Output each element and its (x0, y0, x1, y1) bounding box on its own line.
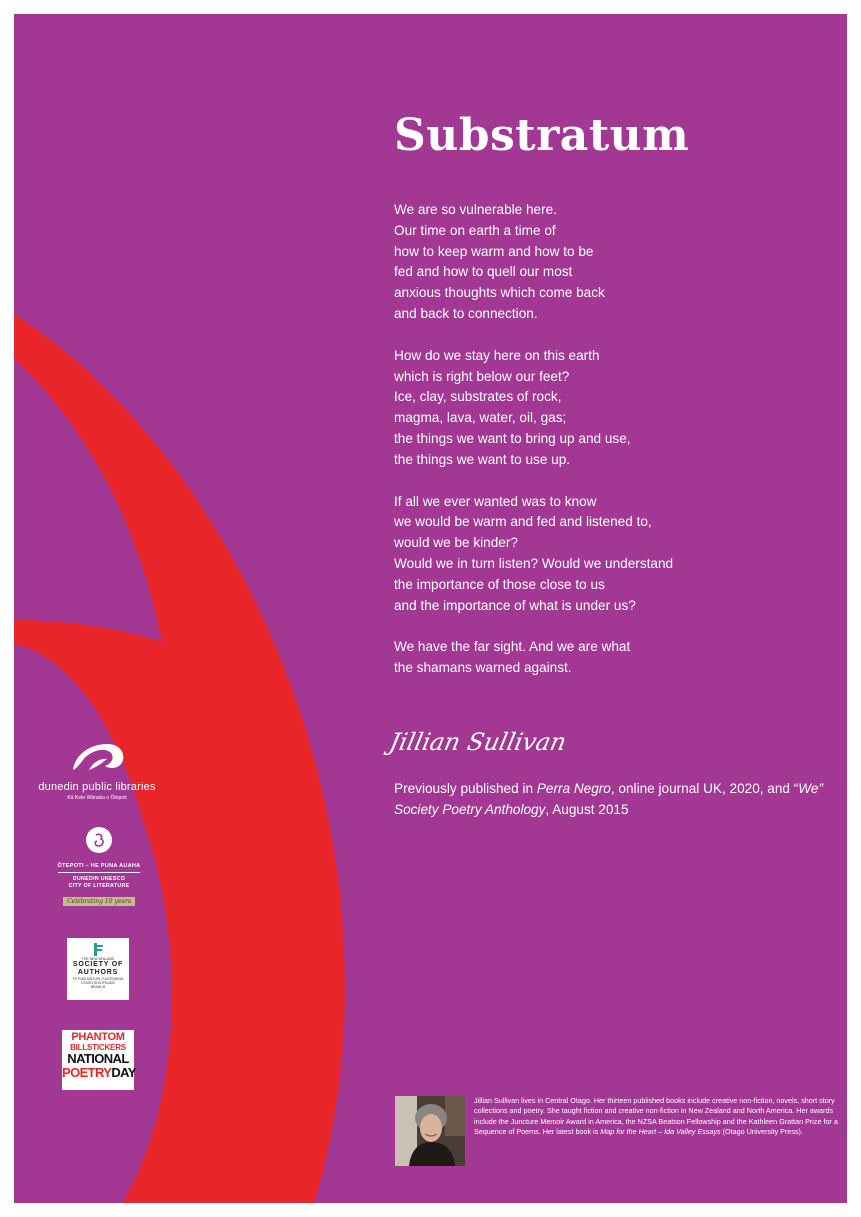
npd-national: NATIONAL (67, 1051, 129, 1066)
poem-line: how to keep warm and how to be (394, 243, 594, 259)
author-photo (395, 1096, 465, 1166)
poem-line: We are so vulnerable here. (394, 202, 557, 217)
publication-prefix: Previously published in (394, 781, 537, 796)
poem-line: we would be warm and fed and listened to, (394, 514, 652, 530)
libraries-swirl-icon (67, 740, 127, 774)
poem-line: would we be kinder? (394, 535, 518, 551)
city-divider (58, 872, 140, 873)
society-of-authors-logo (67, 938, 129, 1000)
dunedin-public-libraries-logo (34, 740, 160, 801)
poem-line: How do we stay here on this earth (394, 347, 600, 363)
poem-line: magma, lava, water, oil, gas; (394, 410, 567, 426)
soa-line-2: AUTHORS (77, 969, 119, 976)
npd-billstickers: BILLSTICKERS (70, 1043, 126, 1052)
poem-line: Would we in turn listen? Would we understand (394, 555, 674, 571)
anthology-name: We” Society Poetry Anthology (394, 781, 823, 817)
soa-line-1: SOCIETY OF (72, 961, 124, 968)
libraries-maori-name: Kā Kete Wānaka o Ōtepoti (67, 795, 127, 801)
author-bio-suffix: (Otago University Press). (720, 1126, 803, 1136)
latest-book-title: Map for the Heart – Ida Valley Essays (600, 1126, 721, 1136)
poem-line: Our time on earth a time of (394, 222, 556, 238)
poem-line: which is right below our feet? (394, 368, 570, 384)
poem-line: the things we want to bring up and use, (394, 430, 631, 446)
poem-line: We have the far sight. And we are what (394, 639, 631, 655)
poem-line: fed and how to quell our most (394, 264, 573, 280)
poem-line: and back to connection. (394, 305, 538, 321)
society-of-authors-icon (92, 943, 104, 956)
npd-day: DAY (111, 1065, 136, 1080)
poem-body (394, 200, 834, 700)
poem-line: the importance of those close to us (394, 576, 605, 592)
publication-suffix: , August 2015 (545, 802, 629, 817)
publication-note (394, 778, 834, 820)
poem-stanza-4 (394, 637, 834, 679)
poem-title: Substratum (394, 110, 690, 161)
poem-line: the shamans warned against. (394, 660, 572, 676)
soa-branch-line-1: OTAGO SOUTHLAND (81, 981, 115, 985)
npd-poetry-day (62, 1066, 134, 1080)
city-line-3: CITY OF LITERATURE (68, 883, 130, 889)
soa-branch-line-2: BRANCH (90, 985, 106, 989)
city-of-literature-logo (54, 826, 144, 908)
celebrating-badge: Celebrating 10 years (63, 897, 135, 906)
libraries-name: dunedin public libraries (38, 781, 156, 793)
author-signature: Jillian Sullivan (387, 728, 569, 756)
poem-line: and the importance of what is under us? (394, 597, 636, 613)
city-maori-line: ŌTEPOTI – HE PUNA AUAHA (57, 863, 141, 869)
poem-stanza-2 (394, 346, 834, 471)
poem-line: anxious thoughts which come back (394, 285, 605, 301)
author-bio-text: Jillian Sullivan lives in Central Otago. Her thirteen published books include creative non-fiction, novels, short story collections and poetry. She taught fiction and creative non-fiction in New Zealand and North America. Her awards include the Juncture Memoir Award in America, the NZSA Beatson Fellowship and the Kathleen Grattan Prize for a Sequence of Poems. Her latest book is (474, 1096, 838, 1136)
author-bio (474, 1096, 847, 1137)
soa-top-line: THE NEW ZEALAND (81, 957, 115, 961)
author-portrait-image (395, 1096, 465, 1166)
poem-line: the things we want to use up. (394, 451, 571, 467)
soa-maori-line: TE PUNI KAITUHI O AOTEAROA (72, 977, 124, 981)
publication-middle: , online journal UK, 2020, and “ (610, 781, 799, 796)
npd-poetry: POETRY (62, 1065, 112, 1080)
poem-stanza-3 (394, 492, 834, 617)
city-line-2: DUNEDIN UNESCO (72, 876, 126, 882)
poem-line: If all we ever wanted was to know (394, 493, 597, 509)
poem-line: Ice, clay, substrates of rock, (394, 389, 562, 405)
city-of-literature-icon (85, 826, 113, 854)
poster (14, 14, 847, 1203)
journal-name: Perra Negro (536, 781, 611, 796)
npd-phantom: PHANTOM (71, 1031, 125, 1043)
national-poetry-day-logo (62, 1030, 134, 1090)
poem-stanza-1 (394, 200, 834, 325)
